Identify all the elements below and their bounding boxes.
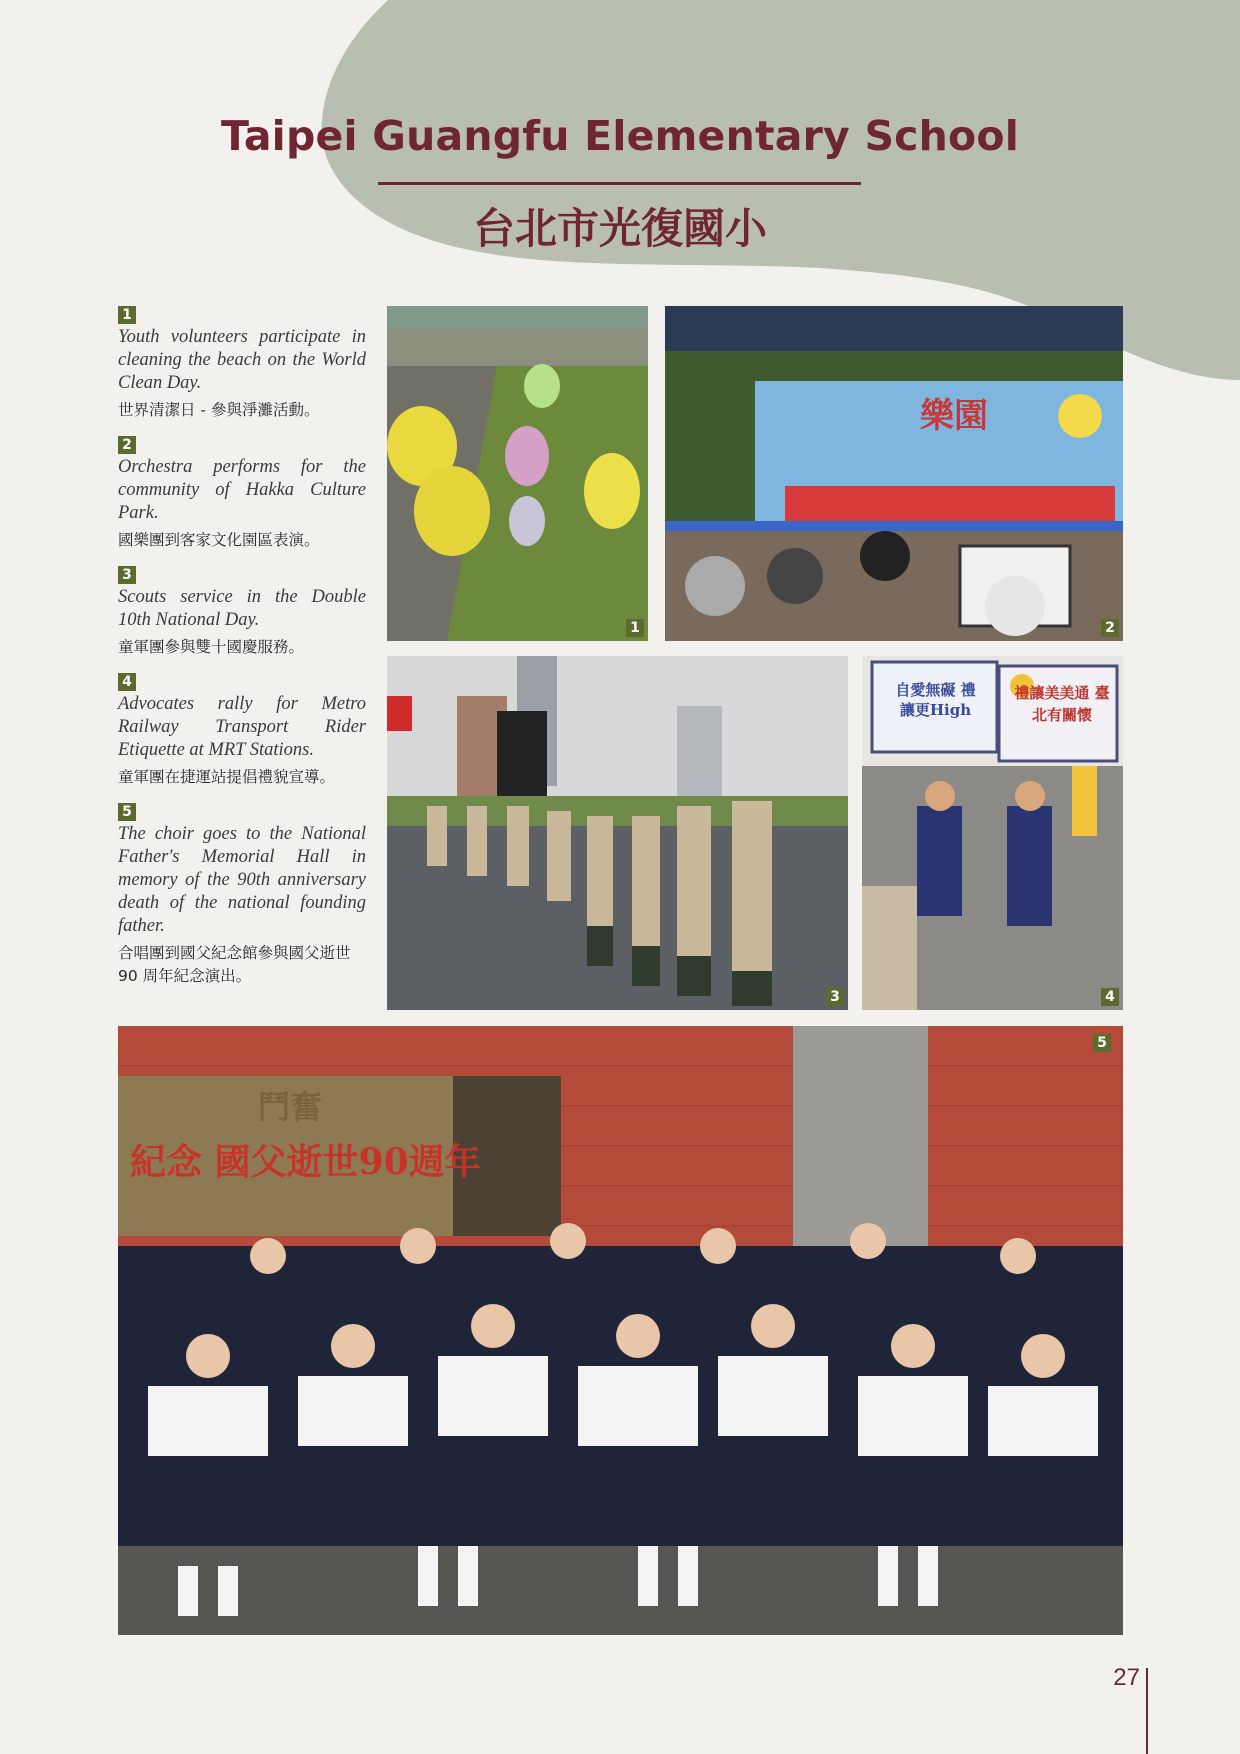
caption-item xyxy=(118,436,366,552)
photo-badge: 2 xyxy=(1101,619,1119,637)
photo-rally xyxy=(862,656,1123,1010)
caption-number: 1 xyxy=(118,306,136,324)
memorial-banner-top: 鬥奮 xyxy=(258,1088,323,1126)
page-title: Taipei Guangfu Elementary School xyxy=(220,112,1020,160)
photo-scouts xyxy=(387,656,848,1010)
caption-number: 5 xyxy=(118,803,136,821)
caption-item xyxy=(118,673,366,789)
page-number-rule xyxy=(1146,1668,1148,1754)
photo-badge: 3 xyxy=(826,988,844,1006)
rally-sign-right: 禮讓美美通 臺北有關懷 xyxy=(1014,684,1110,724)
caption-chinese: 合唱團到國父紀念館參與國父逝世 90 周年紀念演出。 xyxy=(118,944,351,985)
page-number: 27 xyxy=(1113,1664,1140,1691)
caption-chinese: 童軍團參與雙十國慶服務。 xyxy=(118,638,305,656)
caption-item xyxy=(118,803,366,988)
caption-chinese: 世界清潔日 - 參與淨灘活動。 xyxy=(118,401,320,419)
caption-item xyxy=(118,566,366,659)
photo-beach-cleaning xyxy=(387,306,648,641)
photo-badge: 5 xyxy=(1093,1034,1111,1052)
rally-sign-left: 自愛無礙 禮讓更High xyxy=(895,681,976,719)
caption-item xyxy=(118,306,366,422)
page-subtitle: 台北市光復國小 xyxy=(472,204,767,253)
caption-chinese: 童軍團在捷運站提倡禮貌宣導。 xyxy=(118,768,336,786)
caption-english: Orchestra performs for the community of Hakka Culture Park. xyxy=(118,457,366,523)
title-divider xyxy=(378,182,861,185)
caption-number: 3 xyxy=(118,566,136,584)
photo-badge: 4 xyxy=(1101,988,1119,1006)
caption-list xyxy=(118,306,366,1002)
caption-chinese: 國樂團到客家文化園區表演。 xyxy=(118,531,320,549)
caption-number: 2 xyxy=(118,436,136,454)
caption-english: The choir goes to the National Father's Memorial Hall in memory of the 90th anniversary death of the national founding father. xyxy=(118,824,366,936)
caption-english: Advocates rally for Metro Railway Transport Rider Etiquette at MRT Stations. xyxy=(118,694,366,760)
caption-number: 4 xyxy=(118,673,136,691)
photo-badge: 1 xyxy=(626,619,644,637)
photo-orchestra xyxy=(665,306,1123,641)
caption-english: Youth volunteers participate in cleaning the beach on the World Clean Day. xyxy=(118,327,366,393)
memorial-banner: 紀念 國父逝世90週年 xyxy=(130,1141,481,1183)
caption-english: Scouts service in the Double 10th National Day. xyxy=(118,587,366,630)
stage-sign: 樂園 xyxy=(920,396,988,436)
photo-choir xyxy=(118,1026,1123,1635)
